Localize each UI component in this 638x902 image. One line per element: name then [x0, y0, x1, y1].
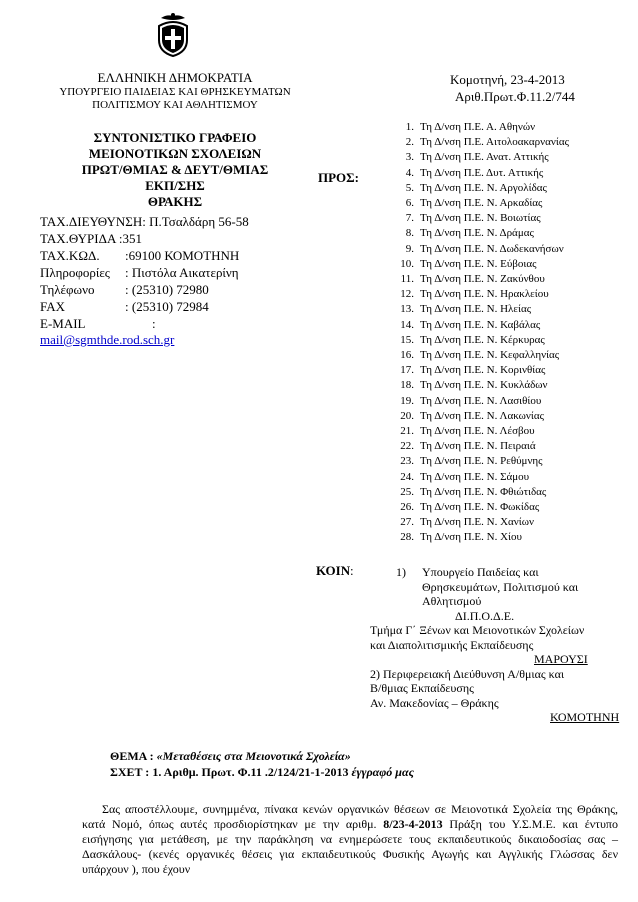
cc-item-2-line: Β/θμιας Εκπαίδευσης: [370, 681, 474, 695]
recipient-text: Τη Δ/νση Π.Ε. Ανατ. Αττικής: [420, 151, 549, 164]
reference-text: 1. Αριθμ. Πρωτ. Φ.11 .2/124/21-1-2013: [152, 765, 349, 779]
cc-label: ΚΟΙΝ: [316, 563, 351, 578]
recipient-text: Τη Δ/νση Π.Ε. Ν. Καβάλας: [420, 318, 541, 331]
email-row: [40, 332, 174, 348]
info-label: Πληροφορίες: [40, 265, 110, 280]
recipient-item: [392, 363, 569, 378]
email-link[interactable]: mail@sgmthde.rod.sch.gr: [40, 332, 175, 347]
email-line: [40, 316, 156, 332]
recipient-number: 13.: [400, 303, 414, 316]
recipient-item: [392, 120, 569, 135]
recipient-text: Τη Δ/νση Π.Ε. Ν. Φθιώτιδας: [420, 485, 547, 498]
fax-line: [40, 299, 209, 315]
document-date: Κομοτηνή, 23-4-2013: [450, 72, 565, 87]
address-line: ΤΑΧ.ΔΙΕΥΘΥΝΣΗ: Π.Τσαλδάρη 56-58: [40, 214, 249, 229]
pobox-line: ΤΑΧ.ΘΥΡΙΔΑ :351: [40, 231, 143, 246]
recipient-item: [392, 348, 569, 363]
reference-tail: έγγραφό μας: [351, 765, 414, 779]
recipient-text: Τη Δ/νση Π.Ε. Ν. Ζακύνθου: [420, 273, 545, 286]
recipient-text: Τη Δ/νση Π.Ε. Ν. Χανίων: [420, 516, 534, 529]
recipient-text: Τη Δ/νση Π.Ε. Ν. Αργολίδας: [420, 181, 547, 194]
recipient-item: [392, 242, 569, 257]
cc-dipode: ΔΙ.Π.Ο.Δ.Ε.: [455, 608, 515, 623]
recipient-text: Τη Δ/νση Π.Ε. Ν. Εύβοιας: [420, 257, 537, 270]
recipient-text: Τη Δ/νση Π.Ε. Ν. Κεφαλληνίας: [420, 349, 560, 362]
recipient-number: 22.: [400, 440, 414, 453]
phone-value: : (25310) 72980: [125, 282, 209, 297]
recipient-text: Τη Δ/νση Π.Ε. Ν. Φωκίδας: [420, 501, 540, 514]
recipient-item: [392, 485, 569, 500]
recipient-number: 6.: [405, 197, 414, 210]
office-line: ΠΡΩΤ/ΘΜΙΑΣ & ΔΕΥΤ/ΘΜΙΑΣ: [81, 162, 269, 177]
recipient-item: [392, 530, 569, 545]
cc-dept-line: και Διαπολιτισμικής Εκπαίδευσης: [370, 637, 534, 652]
recipient-text: Τη Δ/νση Π.Ε. Ν. Χίου: [420, 531, 522, 544]
recipient-text: Τη Δ/νση Π.Ε. Ν. Αρκαδίας: [420, 197, 543, 210]
cc-item-1-line: Θρησκευμάτων, Πολιτισμού και: [422, 579, 579, 594]
recipient-text: Τη Δ/νση Π.Ε. Ν. Δράμας: [420, 227, 534, 240]
recipient-item: [392, 394, 569, 409]
recipient-text: Τη Δ/νση Π.Ε. Ν. Ηρακλείου: [420, 288, 549, 301]
recipient-item: [392, 150, 569, 165]
recipient-item: [392, 135, 569, 150]
recipient-item: [392, 166, 569, 181]
cc-city-komotini: ΚΟΜΟΤΗΝΗ: [550, 710, 620, 724]
ministry-header: [50, 70, 300, 112]
phone-line: [40, 282, 209, 298]
office-line: ΜΕΙΟΝΟΤΙΚΩΝ ΣΧΟΛΕΙΩΝ: [88, 146, 262, 161]
recipient-item: [392, 439, 569, 454]
recipient-item: [392, 211, 569, 226]
recipient-text: Τη Δ/νση Π.Ε. Α. Αθηνών: [420, 121, 536, 133]
recipient-number: 24.: [400, 470, 414, 483]
postcode-value: :69100 ΚΟΜΟΤΗΝΗ: [125, 248, 240, 263]
body-paragraph: [82, 802, 618, 877]
recipient-item: [392, 470, 569, 485]
body-act-number: 8/23-4-2013: [383, 817, 443, 831]
recipient-text: Τη Δ/νση Π.Ε. Ν. Λέσβου: [420, 425, 535, 438]
info-line: [40, 265, 239, 281]
recipients-list: [392, 120, 569, 546]
recipient-text: Τη Δ/νση Π.Ε. Ν. Λακωνίας: [420, 409, 544, 422]
postcode-label: ΤΑΧ.ΚΩΔ.: [40, 248, 100, 263]
recipient-text: Τη Δ/νση Π.Ε. Ν. Πειραιά: [420, 440, 536, 453]
cc-item-1-line: Υπουργείο Παιδείας και: [422, 565, 539, 579]
recipient-text: Τη Δ/νση Π.Ε. Ν. Βοιωτίας: [420, 212, 541, 225]
recipient-number: 10.: [400, 257, 414, 270]
recipient-text: Τη Δ/νση Π.Ε. Ν. Ρεθύμνης: [420, 455, 543, 468]
recipient-number: 5.: [405, 181, 414, 194]
recipient-number: 11.: [400, 273, 414, 286]
cc-item-2-line: 2) Περιφερειακή Διεύθυνση Α/θμιας και: [370, 666, 565, 681]
recipient-text: Τη Δ/νση Π.Ε. Ν. Σάμου: [420, 470, 530, 483]
recipient-item: [392, 196, 569, 211]
phone-label: Τηλέφωνο: [40, 282, 95, 297]
recipient-item: [392, 333, 569, 348]
recipient-item: [392, 409, 569, 424]
fax-label: FAX: [40, 299, 66, 314]
recipient-number: 3.: [405, 151, 414, 164]
recipient-number: 16.: [400, 349, 414, 362]
recipient-item: [392, 181, 569, 196]
cc-item-1-line: Αθλητισμού: [422, 594, 482, 608]
body-text-part: Πράξη του Υ.Σ.Μ.Ε. και έντυπο εισήγησης για μετάθεση, με την παράκληση να ενημερώσετε τους εκπαιδευτικούς δικαιοδοσίας σας –Δασκάλους- (κενές οργανικές θέσεις για εκπαιδευτικούς Φυσικής Αγωγής και Αγγλικής Γλώσσας δεν υπάρχουν ), που έχουν: [82, 817, 618, 876]
subject-label: ΘΕΜΑ :: [110, 749, 154, 763]
protocol-number: Αριθ.Πρωτ.Φ.11.2/744: [455, 89, 575, 104]
cc-colon: :: [350, 563, 354, 578]
recipient-text: Τη Δ/νση Π.Ε. Ν. Κορινθίας: [420, 364, 546, 377]
recipient-number: 28.: [400, 531, 414, 544]
subject-text: «Μεταθέσεις στα Μειονοτικά Σχολεία»: [156, 749, 351, 763]
recipient-text: Τη Δ/νση Π.Ε. Αιτολοακαρνανίας: [420, 136, 569, 149]
recipient-number: 9.: [405, 242, 414, 255]
email-label: E-MAIL: [40, 316, 86, 331]
recipient-item: [392, 378, 569, 393]
recipient-number: 15.: [400, 333, 414, 346]
recipient-number: 1.: [405, 121, 414, 133]
recipient-number: 19.: [400, 394, 414, 407]
recipient-item: [392, 454, 569, 469]
subject-block: [110, 748, 414, 780]
recipient-number: 17.: [400, 364, 414, 377]
office-line: ΘΡΑΚΗΣ: [147, 194, 203, 209]
info-value: : Πιστόλα Αικατερίνη: [125, 265, 239, 280]
recipient-text: Τη Δ/νση Π.Ε. Ν. Κέρκυρας: [420, 333, 545, 346]
recipient-number: 12.: [400, 288, 414, 301]
cc-city-marousi: ΜΑΡΟΥΣΙ: [534, 652, 588, 666]
cc-item-1-num: 1): [396, 565, 406, 579]
ministry-line: ΠΟΛΙΤΙΣΜΟΥ ΚΑΙ ΑΘΛΗΤΙΣΜΟΥ: [92, 99, 258, 111]
republic-title: ΕΛΛΗΝΙΚΗ ΔΗΜΟΚΡΑΤΙΑ: [97, 70, 253, 85]
office-line: ΣΥΝΤΟΝΙΣΤΙΚΟ ΓΡΑΦΕΙΟ: [93, 130, 257, 145]
recipient-number: 18.: [400, 379, 414, 392]
recipient-item: [392, 272, 569, 287]
recipient-number: 20.: [400, 409, 414, 422]
postcode-line: [40, 248, 239, 264]
to-label: ΠΡΟΣ:: [318, 170, 359, 185]
fax-value: : (25310) 72984: [125, 299, 209, 314]
cc-block: [370, 565, 620, 725]
recipient-text: Τη Δ/νση Π.Ε. Ν. Λασιθίου: [420, 394, 542, 407]
recipient-number: 14.: [400, 318, 414, 331]
recipient-number: 23.: [400, 455, 414, 468]
email-colon: :: [152, 316, 156, 331]
recipient-item: [392, 226, 569, 241]
recipient-number: 26.: [400, 501, 414, 514]
recipient-number: 4.: [405, 166, 414, 179]
recipient-item: [392, 318, 569, 333]
recipient-text: Τη Δ/νση Π.Ε. Ν. Κυκλάδων: [420, 379, 548, 392]
recipient-number: 25.: [400, 485, 414, 498]
office-title: [40, 130, 310, 210]
greek-emblem-icon: [155, 12, 191, 58]
recipient-text: Τη Δ/νση Π.Ε. Ν. Δωδεκανήσων: [420, 242, 564, 255]
recipient-item: [392, 302, 569, 317]
recipient-number: 27.: [400, 516, 414, 529]
recipient-number: 2.: [405, 136, 414, 149]
cc-dept-line: Τμήμα Γ΄ Ξένων και Μειονοτικών Σχολείων: [370, 623, 585, 637]
recipient-item: [392, 424, 569, 439]
recipient-text: Τη Δ/νση Π.Ε. Ν. Ηλείας: [420, 303, 532, 316]
body-text: [82, 802, 618, 877]
recipient-item: [392, 287, 569, 302]
recipient-number: 21.: [400, 425, 414, 438]
recipient-item: [392, 257, 569, 272]
office-line: ΕΚΠ/ΣΗΣ: [145, 178, 205, 193]
cc-item-2-line: Αν. Μακεδονίας – Θράκης: [370, 695, 499, 710]
recipient-item: [392, 500, 569, 515]
recipient-item: [392, 515, 569, 530]
reference-label: ΣΧΕΤ :: [110, 765, 150, 779]
cc-item-1: [370, 565, 620, 580]
body-text-part: Σας αποστέλλουμε, συνημμένα, πίνακα κενών οργανικών θέσεων σε Μειονοτικά Σχολεία της Θράκης, κατά Νομό, όπως αυτές προσδιορίστηκαν με την αριθμ.: [82, 802, 618, 831]
recipient-number: 8.: [405, 227, 414, 240]
ministry-line: ΥΠΟΥΡΓΕΙΟ ΠΑΙΔΕΙΑΣ ΚΑΙ ΘΡΗΣΚΕΥΜΑΤΩΝ: [59, 86, 291, 98]
recipient-text: Τη Δ/νση Π.Ε. Δυτ. Αττικής: [420, 166, 544, 179]
recipient-number: 7.: [405, 212, 414, 225]
